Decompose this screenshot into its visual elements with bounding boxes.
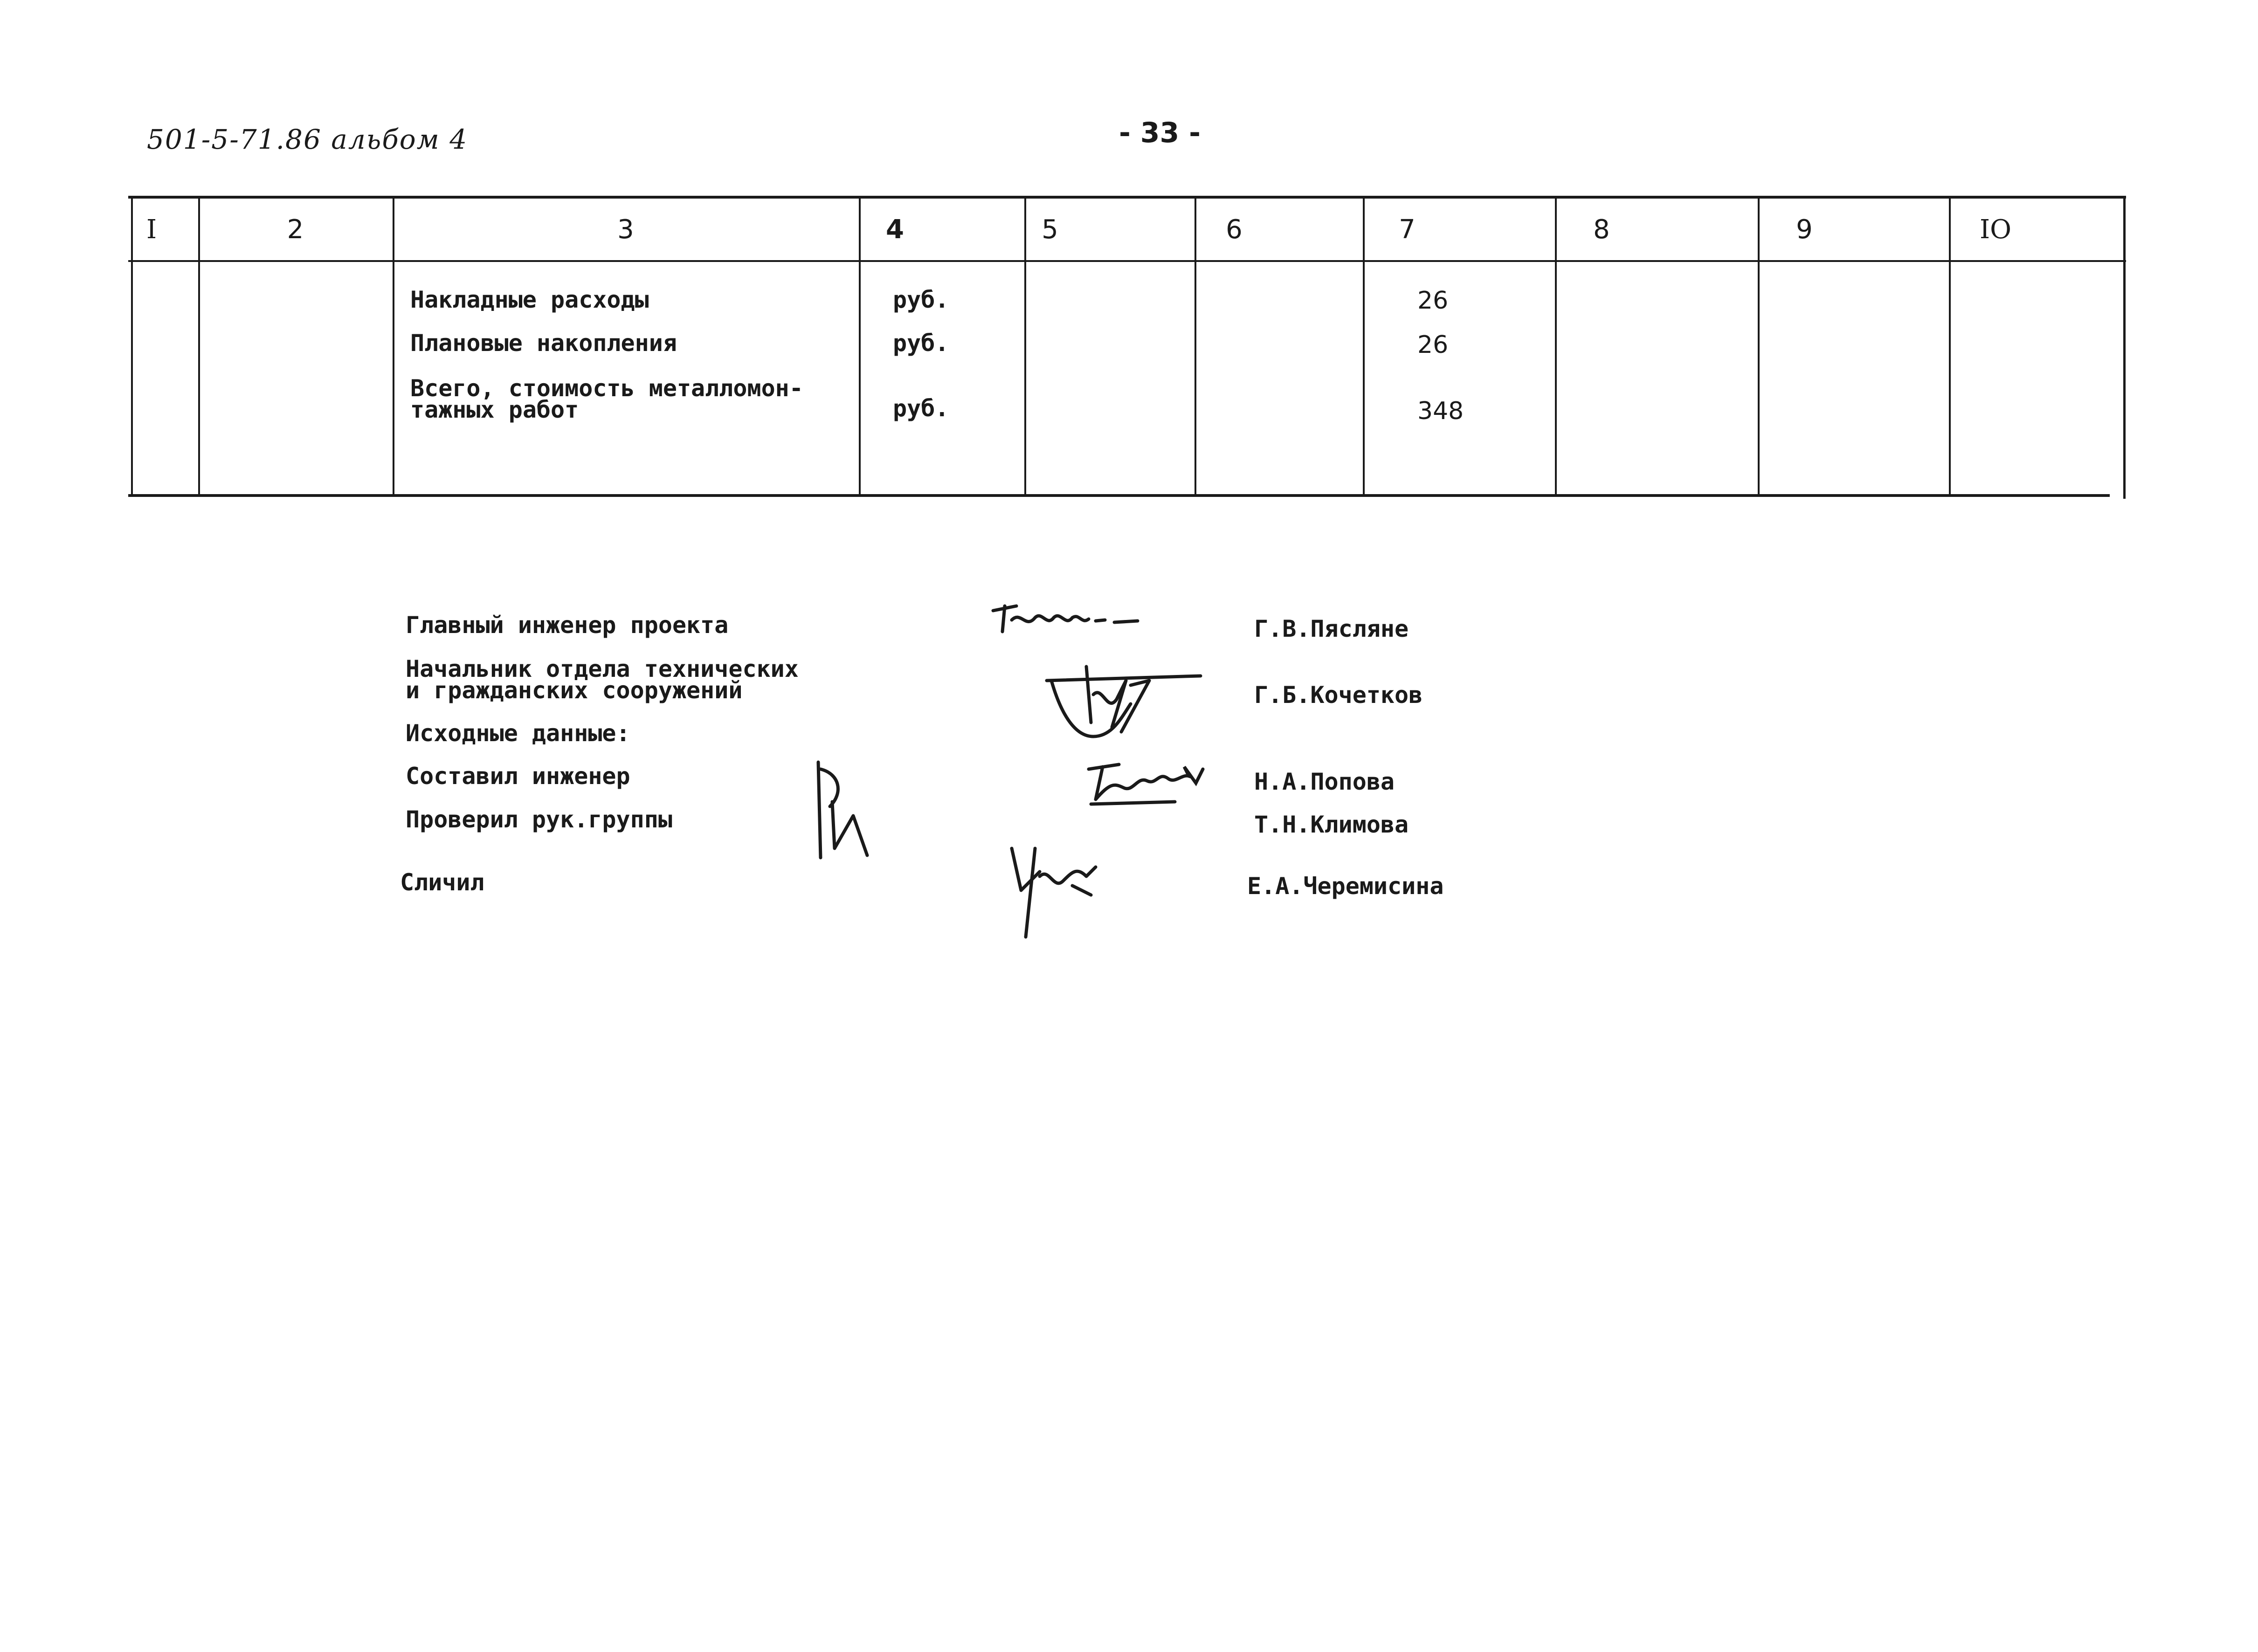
- column-header-5: 5: [1042, 214, 1058, 245]
- row-planned-savings-name: Плановые накопления: [410, 330, 677, 357]
- column-header-1: I: [146, 214, 157, 245]
- row-total-name-line2: тажных работ: [410, 396, 579, 423]
- compared-by-name: Е.А.Черемисина: [1247, 873, 1444, 900]
- checked-by-name: Т.Н.Климова: [1254, 811, 1409, 838]
- row-overhead-value: 26: [1417, 287, 1449, 315]
- row-total-unit: руб.: [893, 395, 949, 422]
- row-total-name-line1: Всего, стоимость металломон-: [410, 375, 803, 402]
- composed-by-label: Составил инженер: [406, 763, 630, 790]
- checked-by-label: Проверил рук.группы: [406, 806, 672, 833]
- row-overhead-name: Накладные расходы: [410, 286, 649, 313]
- checker-signature: [811, 755, 877, 867]
- column-header-8: 8: [1593, 214, 1610, 245]
- document-code: 501-5-71.86 альбом 4: [147, 124, 468, 155]
- table-bottom-border: [128, 494, 2110, 497]
- column-header-7: 7: [1399, 214, 1416, 245]
- cost-table: [128, 196, 2126, 501]
- table-header-divider: [128, 260, 2126, 262]
- column-header-3: 3: [617, 214, 634, 245]
- dept-head-name: Г.Б.Кочетков: [1254, 681, 1423, 709]
- dept-head-signature: [1042, 662, 1210, 755]
- row-total-value: 348: [1417, 397, 1464, 425]
- column-header-2: 2: [287, 214, 304, 245]
- chief-engineer-label: Главный инженер проекта: [406, 612, 729, 639]
- table-top-border: [128, 196, 2126, 199]
- column-header-6: 6: [1226, 214, 1243, 245]
- page-number: - 33 -: [1119, 117, 1201, 149]
- table-col-divider: [2123, 196, 2126, 499]
- row-overhead-unit: руб.: [893, 286, 949, 313]
- column-header-4: 4: [886, 214, 904, 245]
- composed-by-name: Н.А.Попова: [1254, 768, 1395, 795]
- column-header-10: IO: [1979, 214, 2012, 245]
- chief-engineer-signature: [988, 592, 1147, 643]
- dept-head-label-line1: Начальник отдела технических: [406, 655, 799, 682]
- row-planned-savings-value: 26: [1417, 331, 1449, 359]
- comparer-signature: [1002, 839, 1105, 942]
- initial-data-label: Исходные данные:: [406, 720, 630, 747]
- compared-by-label: Сличил: [400, 869, 484, 896]
- composer-signature: [1082, 755, 1212, 811]
- table-col-divider: [131, 196, 133, 496]
- row-planned-savings-unit: руб.: [893, 330, 949, 357]
- column-header-9: 9: [1796, 214, 1813, 245]
- dept-head-label-line2: и гражданских сооружений: [406, 677, 743, 704]
- chief-engineer-name: Г.В.Пясляне: [1254, 615, 1409, 642]
